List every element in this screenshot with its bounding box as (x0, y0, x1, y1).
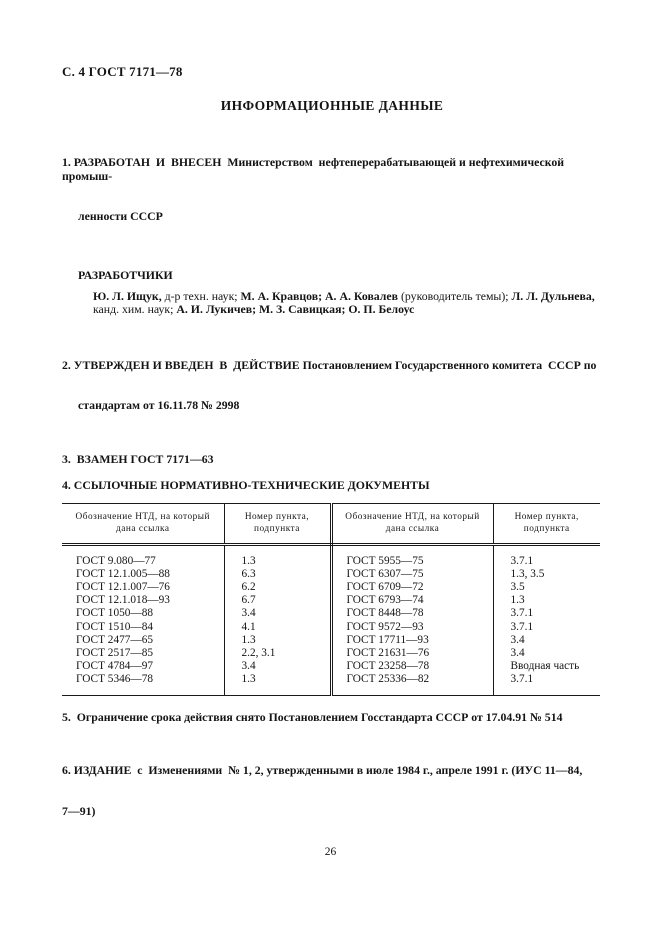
ref-point-cell: 1.3 (224, 544, 331, 568)
developer-name: Ю. Л. Ищук, (93, 288, 162, 303)
reference-table-body (62, 544, 600, 695)
ref-doc-cell: ГОСТ 1050—88 (62, 607, 224, 620)
ref-point-cell: 3.7.1 (510, 607, 534, 620)
table-row (62, 568, 600, 581)
developer-qualification: д-р техн. наук; (161, 288, 241, 303)
running-header: С. 4 ГОСТ 7171—78 (62, 64, 183, 79)
ref-doc-cell: ГОСТ 2477—65 (62, 634, 224, 647)
developers-heading: РАЗРАБОТЧИКИ (78, 267, 173, 282)
table-row (62, 634, 600, 647)
developer-name: Л. Л. Дульнева, (511, 288, 595, 303)
ref-doc-cell: ГОСТ 5955—75 (331, 544, 493, 568)
ref-point-cell: 6.3 (224, 568, 331, 581)
ref-point-cell: 3.4 (510, 633, 525, 646)
ref-doc-cell: ГОСТ 9572—93 (331, 621, 493, 634)
ref-doc-cell: ГОСТ 2517—85 (62, 647, 224, 660)
ref-doc-cell: ГОСТ 1510—84 (62, 621, 224, 634)
ref-point-cell: 6.2 (224, 581, 331, 594)
ref-doc-cell: ГОСТ 12.1.007—76 (62, 581, 224, 594)
table-row (62, 544, 600, 568)
reference-table-header (62, 503, 600, 544)
ref-point-cell: 1.3 (224, 673, 331, 695)
ref-point-cell: 3.7.1 (510, 620, 534, 633)
developers-list (93, 290, 602, 317)
ref-doc-cell: ГОСТ 5346—78 (62, 673, 224, 695)
page-number: 26 (324, 846, 337, 858)
section-3: 3. ВЗАМЕН ГОСТ 7171—63 (62, 451, 214, 466)
ref-doc-cell: ГОСТ 23258—78 (331, 660, 493, 673)
ref-doc-cell: ГОСТ 12.1.005—88 (62, 568, 224, 581)
ref-doc-cell: ГОСТ 9.080—77 (62, 544, 224, 568)
ref-point-cell: 3.4 (510, 646, 525, 659)
ref-doc-cell: ГОСТ 21631—76 (331, 647, 493, 660)
col-header-doc-left: Обозначение НТД, на который дана ссылка (62, 503, 224, 544)
section-2-line-2: стандартам от 16.11.78 № 2998 (78, 398, 240, 412)
section-6-line-1: 6. ИЗДАНИЕ с Изменениями № 1, 2, утвержденными в июле 1984 г., апреле 1991 г. (ИУС 11—84, (62, 763, 583, 778)
col-header-doc-right: Обозначение НТД, на который дана ссылка (331, 503, 493, 544)
ref-doc-cell: ГОСТ 17711—93 (331, 634, 493, 647)
table-row (62, 673, 600, 695)
table-row (62, 607, 600, 620)
table-row (62, 621, 600, 634)
table-row (62, 594, 600, 607)
ref-point-cell: 6.7 (224, 594, 331, 607)
ref-doc-cell: ГОСТ 8448—78 (331, 607, 493, 620)
ref-point-cell: 1.3 (224, 634, 331, 647)
ref-point-cell: 1.3, 3.5 (510, 567, 545, 580)
ref-point-cell: 4.1 (224, 621, 331, 634)
col-header-num-left: Номер пункта, подпункта (224, 503, 331, 544)
ref-point-cell: 1.3 (510, 594, 525, 607)
ref-point-cell: Вводная часть (510, 660, 580, 673)
section-1-line-2: ленности СССР (78, 209, 163, 223)
section-4-heading: 4. ССЫЛОЧНЫЕ НОРМАТИВНО-ТЕХНИЧЕСКИЕ ДОКУМЕНТЫ (62, 478, 430, 492)
section-6 (62, 737, 602, 845)
developers-line (93, 290, 602, 304)
table-row (62, 581, 600, 594)
table-row (62, 647, 600, 660)
developer-qualification: канд. хим. наук; (93, 302, 177, 316)
ref-point-cell: 3.4 (224, 660, 331, 673)
section-1-line-1: 1. РАЗРАБОТАН И ВНЕСЕН Министерством нефтеперерабатывающей и нефтехимической промыш- (62, 155, 568, 183)
ref-point-cell: 2.2, 3.1 (224, 647, 331, 660)
page-content (62, 64, 602, 845)
section-5: 5. Ограничение срока действия снято Постановлением Госстандарта СССР от 17.04.91 № 514 (62, 709, 563, 724)
ref-doc-cell: ГОСТ 6793—74 (331, 594, 493, 607)
section-1 (62, 129, 602, 251)
ref-point-cell: 3.4 (224, 607, 331, 620)
section-2-line-1: 2. УТВЕРЖДЕН И ВВЕДЕН В ДЕЙСТВИЕ Постановлением Государственного комитета СССР по (62, 357, 597, 372)
ref-doc-cell: ГОСТ 6709—72 (331, 581, 493, 594)
page-title: ИНФОРМАЦИОННЫЕ ДАННЫЕ (220, 98, 444, 113)
ref-point-cell: 3.5 (510, 580, 525, 593)
ref-doc-cell: ГОСТ 12.1.018—93 (62, 594, 224, 607)
table-row (62, 660, 600, 673)
col-header-num-right: Номер пункта, подпункта (493, 503, 600, 544)
ref-doc-cell: ГОСТ 4784—97 (62, 660, 224, 673)
developer-name: А. И. Лукичев; М. З. Савицкая; О. П. Белоус (176, 302, 415, 316)
section-6-line-2: 7—91) (62, 803, 96, 818)
reference-table (62, 503, 600, 696)
ref-doc-cell: ГОСТ 25336—82 (331, 673, 493, 695)
developer-qualification: (руководитель темы); (398, 288, 512, 303)
developer-name: М. А. Кравцов; А. А. Ковалев (240, 288, 399, 303)
ref-doc-cell: ГОСТ 6307—75 (331, 568, 493, 581)
developers-line (93, 303, 602, 317)
ref-point-cell: 3.7.1 (510, 554, 534, 567)
section-2 (62, 332, 602, 440)
ref-point-cell: 3.7.1 (493, 673, 600, 695)
